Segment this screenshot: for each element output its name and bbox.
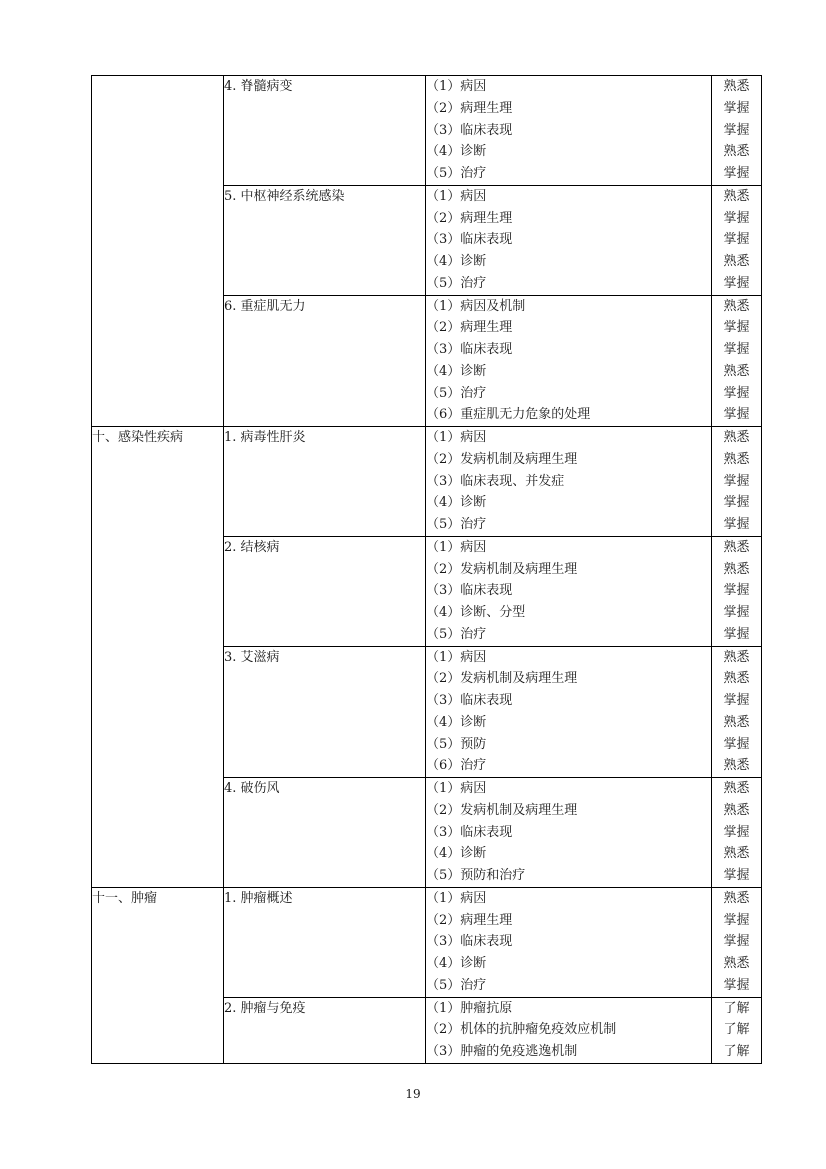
level-text: 掌握 bbox=[723, 934, 750, 950]
level-text: 掌握 bbox=[723, 868, 750, 883]
level-text: 熟悉 bbox=[723, 144, 750, 160]
item-text: （5）治疗 bbox=[426, 385, 487, 401]
level-text: 掌握 bbox=[723, 385, 750, 401]
level-text: 熟悉 bbox=[723, 298, 750, 314]
level-text: 熟悉 bbox=[723, 802, 750, 818]
level-text: 掌握 bbox=[723, 122, 750, 138]
level-text: 掌握 bbox=[723, 583, 750, 599]
level-text: 掌握 bbox=[723, 473, 750, 489]
item-text: （3）临床表现 bbox=[426, 232, 513, 248]
level-text: 掌握 bbox=[723, 605, 750, 620]
items-cell bbox=[426, 778, 712, 888]
item-text: （1）病因 bbox=[426, 188, 487, 204]
item-text: （5）预防和治疗 bbox=[426, 868, 526, 883]
table-row bbox=[92, 887, 762, 997]
level-text: 掌握 bbox=[723, 210, 750, 226]
item-text: （4）诊断、分型 bbox=[426, 605, 526, 620]
level-text: 掌握 bbox=[723, 342, 750, 357]
level-text: 了解 bbox=[723, 1000, 750, 1016]
item-text: （6）重症肌无力危象的处理 bbox=[426, 407, 591, 423]
topic-label: 6. 重症肌无力 bbox=[224, 298, 306, 314]
level-text: 熟悉 bbox=[723, 956, 750, 971]
topic-label: 4. 脊髓病变 bbox=[224, 79, 293, 94]
topic-label: 3. 艾滋病 bbox=[224, 649, 280, 665]
levels-cell bbox=[712, 997, 762, 1063]
item-text: （3）临床表现、并发症 bbox=[426, 473, 565, 489]
levels-cell bbox=[712, 295, 762, 427]
syllabus-table bbox=[91, 75, 762, 1064]
item-text: （5）治疗 bbox=[426, 626, 487, 642]
topic-cell bbox=[224, 536, 426, 646]
item-text: （4）诊断 bbox=[426, 495, 487, 511]
item-text: （1）病因 bbox=[426, 430, 487, 445]
category-label: 十、感染性疾病 bbox=[92, 430, 184, 445]
topic-label: 1. 肿瘤概述 bbox=[224, 890, 293, 906]
category-label bbox=[92, 76, 223, 98]
level-text: 熟悉 bbox=[723, 363, 750, 379]
items-cell bbox=[426, 536, 712, 646]
category-label: 十一、肿瘤 bbox=[92, 890, 158, 906]
page-number: 19 bbox=[405, 1087, 421, 1101]
topic-cell bbox=[224, 427, 426, 537]
topic-cell bbox=[224, 185, 426, 295]
level-text: 熟悉 bbox=[723, 846, 750, 862]
item-text: （4）诊断 bbox=[426, 144, 487, 160]
item-text: （4）诊断 bbox=[426, 714, 487, 730]
syllabus-table-body bbox=[92, 76, 762, 1064]
topic-cell bbox=[224, 76, 426, 186]
item-text: （1）肿瘤抗原 bbox=[426, 1000, 513, 1016]
items-cell bbox=[426, 887, 712, 997]
topic-label: 2. 结核病 bbox=[224, 539, 280, 555]
item-text: （3）临床表现 bbox=[426, 583, 513, 599]
level-text: 熟悉 bbox=[723, 714, 750, 730]
topic-label: 5. 中枢神经系统感染 bbox=[224, 188, 345, 204]
levels-cell bbox=[712, 887, 762, 997]
level-text: 掌握 bbox=[723, 275, 750, 291]
category-cell bbox=[92, 427, 224, 888]
item-text: （3）临床表现 bbox=[426, 122, 513, 138]
levels-cell bbox=[712, 185, 762, 295]
item-text: （3）临床表现 bbox=[426, 934, 513, 950]
level-text: 掌握 bbox=[723, 626, 750, 642]
table-row bbox=[92, 427, 762, 537]
item-text: （4）诊断 bbox=[426, 846, 487, 862]
level-text: 熟悉 bbox=[723, 79, 750, 94]
level-text: 了解 bbox=[723, 1022, 750, 1038]
level-text: 掌握 bbox=[723, 495, 750, 511]
item-text: （4）诊断 bbox=[426, 254, 487, 269]
levels-cell bbox=[712, 76, 762, 186]
topic-cell bbox=[224, 778, 426, 888]
level-text: 掌握 bbox=[723, 320, 750, 336]
level-text: 掌握 bbox=[723, 232, 750, 248]
item-text: （5）治疗 bbox=[426, 517, 487, 532]
levels-cell bbox=[712, 778, 762, 888]
topic-cell bbox=[224, 646, 426, 778]
item-text: （5）预防 bbox=[426, 736, 487, 752]
level-text: 熟悉 bbox=[723, 671, 750, 687]
item-text: （3）肿瘤的免疫逃逸机制 bbox=[426, 1044, 578, 1059]
item-text: （1）病因 bbox=[426, 781, 487, 796]
item-text: （2）病理生理 bbox=[426, 100, 513, 116]
item-text: （1）病因 bbox=[426, 539, 487, 555]
topic-cell bbox=[224, 887, 426, 997]
item-text: （2）发病机制及病理生理 bbox=[426, 561, 578, 577]
items-cell bbox=[426, 76, 712, 186]
level-text: 掌握 bbox=[723, 736, 750, 752]
topic-label: 2. 肿瘤与免疫 bbox=[224, 1000, 306, 1016]
levels-cell bbox=[712, 646, 762, 778]
item-text: （3）临床表现 bbox=[426, 824, 513, 840]
category-cell bbox=[92, 887, 224, 1063]
level-text: 掌握 bbox=[723, 977, 750, 993]
level-text: 掌握 bbox=[723, 693, 750, 708]
item-text: （3）临床表现 bbox=[426, 342, 513, 357]
item-text: （2）病理生理 bbox=[426, 912, 513, 928]
table-row bbox=[92, 76, 762, 186]
item-text: （1）病因 bbox=[426, 649, 487, 665]
level-text: 掌握 bbox=[723, 824, 750, 840]
item-text: （6）治疗 bbox=[426, 758, 487, 774]
item-text: （3）临床表现 bbox=[426, 693, 513, 708]
level-text: 熟悉 bbox=[723, 451, 750, 467]
item-text: （4）诊断 bbox=[426, 956, 487, 971]
level-text: 熟悉 bbox=[723, 539, 750, 555]
item-text: （1）病因及机制 bbox=[426, 298, 526, 314]
level-text: 熟悉 bbox=[723, 758, 750, 774]
levels-cell bbox=[712, 536, 762, 646]
item-text: （2）发病机制及病理生理 bbox=[426, 802, 578, 818]
items-cell bbox=[426, 427, 712, 537]
item-text: （4）诊断 bbox=[426, 363, 487, 379]
item-text: （2）机体的抗肿瘤免疫效应机制 bbox=[426, 1022, 617, 1038]
level-text: 熟悉 bbox=[723, 561, 750, 577]
topic-cell bbox=[224, 997, 426, 1063]
items-cell bbox=[426, 997, 712, 1063]
item-text: （2）病理生理 bbox=[426, 320, 513, 336]
item-text: （5）治疗 bbox=[426, 977, 487, 993]
level-text: 熟悉 bbox=[723, 188, 750, 204]
level-text: 掌握 bbox=[723, 517, 750, 532]
topic-cell bbox=[224, 295, 426, 427]
topic-label: 1. 病毒性肝炎 bbox=[224, 430, 306, 445]
category-cell bbox=[92, 76, 224, 427]
item-text: （1）病因 bbox=[426, 79, 487, 94]
items-cell bbox=[426, 185, 712, 295]
item-text: （2）发病机制及病理生理 bbox=[426, 671, 578, 687]
level-text: 熟悉 bbox=[723, 430, 750, 445]
level-text: 掌握 bbox=[723, 166, 750, 181]
topic-label: 4. 破伤风 bbox=[224, 781, 280, 796]
item-text: （1）病因 bbox=[426, 890, 487, 906]
items-cell bbox=[426, 295, 712, 427]
level-text: 掌握 bbox=[723, 100, 750, 116]
level-text: 熟悉 bbox=[723, 649, 750, 665]
item-text: （5）治疗 bbox=[426, 275, 487, 291]
levels-cell bbox=[712, 427, 762, 537]
level-text: 熟悉 bbox=[723, 781, 750, 796]
level-text: 熟悉 bbox=[723, 890, 750, 906]
item-text: （5）治疗 bbox=[426, 166, 487, 181]
items-cell bbox=[426, 646, 712, 778]
item-text: （2）病理生理 bbox=[426, 210, 513, 226]
level-text: 了解 bbox=[723, 1044, 750, 1059]
item-text: （2）发病机制及病理生理 bbox=[426, 451, 578, 467]
level-text: 掌握 bbox=[723, 912, 750, 928]
level-text: 熟悉 bbox=[723, 254, 750, 269]
level-text: 掌握 bbox=[723, 407, 750, 423]
